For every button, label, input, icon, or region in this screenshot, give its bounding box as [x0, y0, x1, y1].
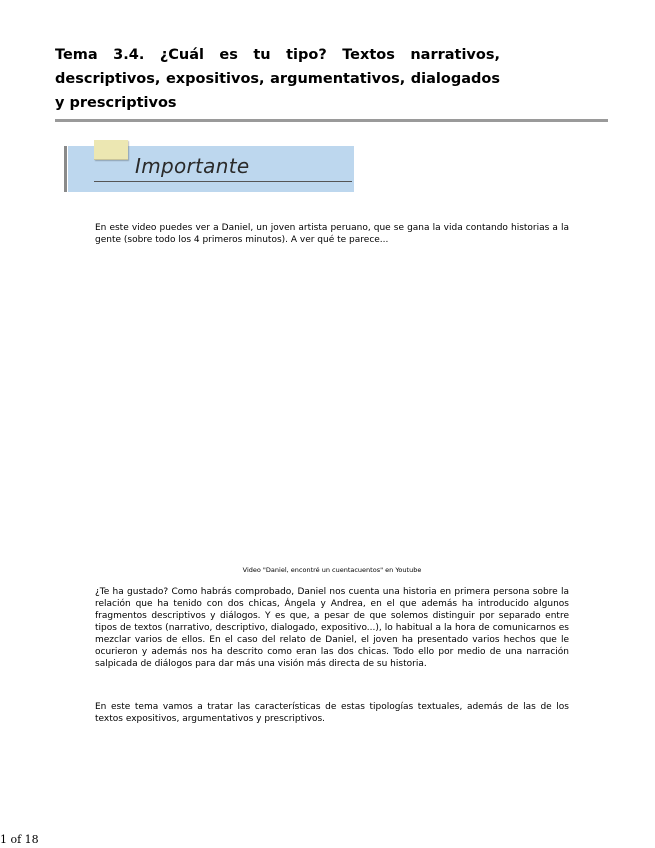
sticky-note-icon: [94, 140, 128, 160]
title-divider: [55, 119, 608, 122]
page-title: Tema 3.4. ¿Cuál es tu tipo? Textos narrativos, descriptivos, expositivos, argumentativos, dialogados y prescriptivos: [55, 47, 500, 111]
closing-paragraph: En este tema vamos a tratar las características de estas tipologías textuales, además de las de los textos expositivos, argumentativos y prescriptivos.: [95, 702, 569, 724]
body-paragraph: ¿Te ha gustado? Como habrás comprobado, Daniel nos cuenta una historia en primera persona sobre la relación que ha tenido con dos chicas, Ángela y Andrea, en el que además ha introducido algunos fragmentos descriptivos y diálogos. Y es que, a pesar de que solemos distinguir por separado entre tipos de textos (narrativo, descriptivo, dialogado, expositivo...), lo habitual a la hora de comunicarnos es mezclar varios de ellos. En el caso del relato de Daniel, el joven ha presentado varios hechos que le ocurieron y además nos ha descrito como eran las dos chicas. Todo ello por medio de una narración salpicada de diálogos para dar más una visión más directa de su historia.: [95, 587, 569, 669]
banner-label: Importante: [135, 154, 250, 178]
banner-left-edge: [64, 146, 67, 192]
important-banner: [64, 140, 354, 194]
video-caption: Video "Daniel, encontré un cuentacuentos" en Youtube: [242, 566, 422, 574]
page-indicator: 1 of 18: [0, 833, 39, 846]
banner-underline: [94, 181, 352, 182]
intro-paragraph: En este video puedes ver a Daniel, un joven artista peruano, que se gana la vida contando historias a la gente (sobre todo los 4 primeros minutos). A ver qué te parece...: [95, 223, 569, 245]
